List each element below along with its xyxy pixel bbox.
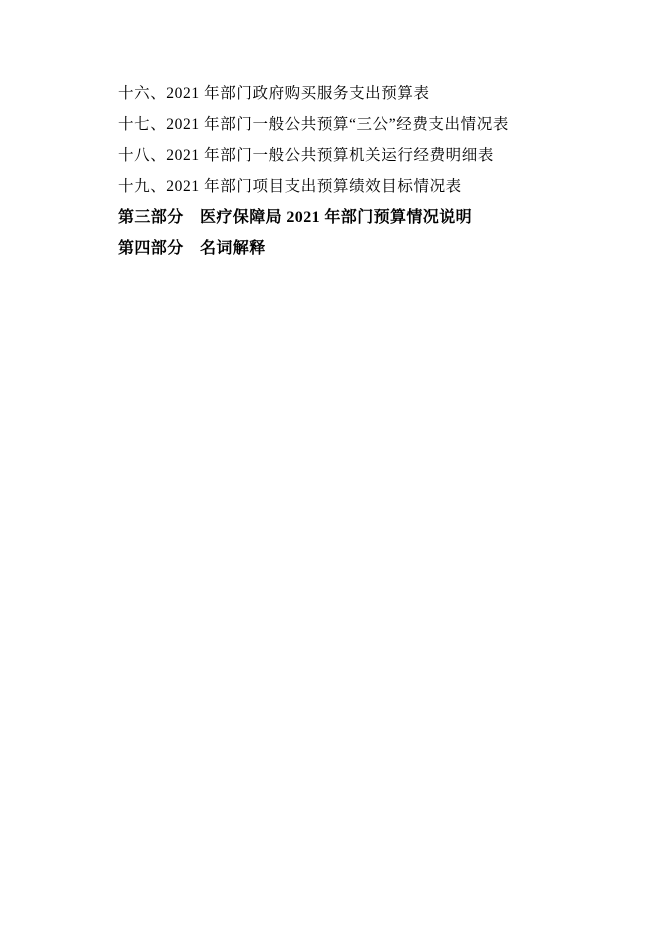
toc-entry: 十六、2021 年部门政府购买服务支出预算表: [118, 85, 430, 102]
toc-entry: 十九、2021 年部门项目支出预算绩效目标情况表: [118, 178, 462, 195]
toc-entry: 十七、2021 年部门一般公共预算“三公”经费支出情况表: [118, 116, 509, 133]
table-of-contents: [118, 78, 588, 264]
toc-entry-part-three: 第三部分 医疗保障局 2021 年部门预算情况说明: [118, 209, 473, 226]
toc-entry-part-four: 第四部分 名词解释: [118, 240, 266, 257]
toc-entry: 十八、2021 年部门一般公共预算机关运行经费明细表: [118, 147, 494, 164]
